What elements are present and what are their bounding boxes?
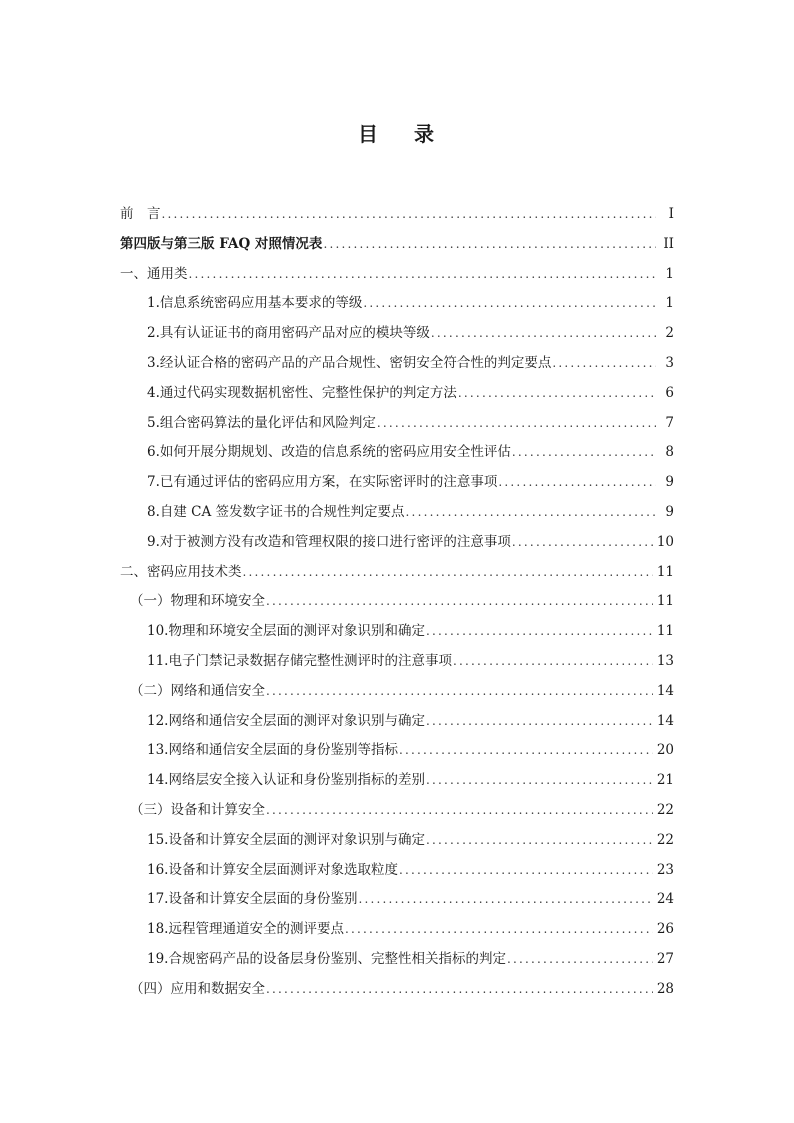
toc-entry[interactable]: [147, 711, 674, 731]
toc-entry[interactable]: [147, 860, 674, 880]
toc-entry[interactable]: [147, 293, 674, 313]
toc-entry-label: 5.组合密码算法的量化评估和风险判定: [147, 414, 376, 431]
toc-entry-label: 17.设备和计算安全层面的身份鉴别: [147, 891, 358, 908]
toc-entry-label: 第四版与第三版 FAQ 对照情况表: [120, 235, 323, 252]
toc-entry-label: 12.网络和通信安全层面的测评对象识别与确定: [147, 712, 425, 729]
toc-entry-page-number: 26: [656, 921, 674, 938]
dot-leader: [512, 442, 656, 462]
toc-entry-page-number: 10: [656, 533, 674, 550]
toc-entry-label: 3.经认证合格的密码产品的产品合规性、密钥安全符合性的判定要点: [147, 355, 552, 371]
toc-entry[interactable]: [147, 651, 674, 671]
toc-entry-label: （三）设备和计算安全: [130, 802, 265, 818]
toc-entry-label: 11.电子门禁记录数据存储完整性测评时的注意事项: [147, 653, 452, 669]
toc-entry-label: 19.合规密码产品的设备层身份鉴别、完整性相关指标的判定: [147, 951, 506, 967]
toc-entry[interactable]: [147, 770, 674, 790]
toc-entry[interactable]: [147, 383, 674, 403]
toc-entry[interactable]: [130, 979, 674, 999]
toc-entry-page-number: 28: [656, 980, 674, 997]
toc-entry[interactable]: [120, 204, 674, 224]
toc-entry-page-number: 20: [656, 742, 674, 759]
toc-entry[interactable]: [147, 323, 674, 343]
toc-entry-page-number: 11: [656, 593, 674, 610]
toc-entry-label: 二、密码应用技术类: [120, 563, 242, 580]
toc-entry-page-number: 2: [665, 325, 674, 342]
toc-entry-page-number: 9: [665, 504, 674, 520]
toc-entry-label: （二）网络和通信安全: [130, 682, 265, 699]
toc-entry[interactable]: [147, 413, 674, 433]
dot-leader: [426, 711, 653, 731]
page-title-part1: 目: [358, 122, 380, 146]
toc-entry[interactable]: [147, 830, 674, 850]
toc-entry-page-number: 24: [656, 891, 674, 908]
toc-entry-page-number: 22: [656, 831, 674, 848]
toc-entry[interactable]: [130, 681, 674, 701]
toc-entry-page-number: 13: [656, 653, 674, 669]
toc-entry-page-number: 9: [665, 474, 674, 491]
dot-leader: [552, 353, 656, 373]
toc-entry-page-number: 14: [656, 712, 674, 729]
toc-entry-label: 16.设备和计算安全层面测评对象选取粒度: [147, 861, 398, 878]
toc-entry[interactable]: [147, 502, 674, 522]
toc-entry-label: 1.信息系统密码应用基本要求的等级: [147, 295, 363, 312]
dot-leader: [243, 562, 653, 582]
dot-leader: [266, 800, 653, 820]
toc-entry-label: 7.已有通过评估的密码应用方案，在实际密评时的注意事项: [147, 474, 498, 491]
toc-entry-page-number: 14: [656, 682, 674, 699]
dot-leader: [345, 919, 653, 939]
toc-entry-page-number: 6: [665, 384, 674, 401]
dot-leader: [453, 651, 653, 671]
dot-leader: [426, 621, 653, 641]
dot-leader: [512, 532, 653, 552]
toc-entry[interactable]: [120, 562, 674, 582]
toc-entry-label: 15.设备和计算安全层面的测评对象识别与确定: [147, 831, 425, 848]
toc-entry-page-number: II: [663, 235, 674, 252]
page-title-part2: 录: [414, 122, 436, 146]
toc-entry-label: 2.具有认证证书的商用密码产品对应的模块等级: [147, 325, 430, 342]
toc-entry-page-number: 27: [656, 951, 674, 967]
toc-entry-label: 4.通过代码实现数据机密性、完整性保护的判定方法: [147, 384, 457, 401]
toc-entry-page-number: 7: [665, 414, 674, 431]
toc-entry[interactable]: [130, 800, 674, 820]
toc-entry-label: 10.物理和环境安全层面的测评对象识别和确定: [147, 623, 425, 640]
toc-entry-label: 13.网络和通信安全层面的身份鉴别等指标: [147, 742, 398, 759]
toc-entry[interactable]: [147, 472, 674, 492]
toc-entry-page-number: I: [668, 206, 674, 222]
toc-entry-page-number: 11: [656, 623, 674, 640]
toc-entry[interactable]: [147, 353, 674, 373]
dot-leader: [426, 830, 653, 850]
toc-entry[interactable]: [130, 591, 674, 611]
toc-entry-page-number: 3: [665, 355, 674, 371]
toc-entry[interactable]: [147, 442, 674, 462]
dot-leader: [431, 323, 656, 343]
dot-leader: [266, 681, 653, 701]
dot-leader: [266, 979, 653, 999]
toc-entry-label: 18.远程管理通道安全的测评要点: [147, 921, 344, 938]
dot-leader: [358, 889, 652, 909]
toc-entry[interactable]: [147, 919, 674, 939]
toc-entry-page-number: 11: [656, 563, 674, 580]
dot-leader: [266, 591, 653, 611]
dot-leader: [458, 383, 656, 403]
toc-entry-page-number: 1: [665, 265, 674, 282]
dot-leader: [323, 234, 656, 254]
toc-entry[interactable]: [147, 949, 674, 969]
dot-leader: [399, 740, 653, 760]
toc-entry-label: 9.对于被测方没有改造和管理权限的接口进行密评的注意事项: [147, 533, 511, 550]
toc-entry-label: 一、通用类: [120, 265, 188, 282]
toc-entry-label: 6.如何开展分期规划、改造的信息系统的密码应用安全性评估: [147, 444, 511, 461]
dot-leader: [189, 264, 657, 284]
dot-leader: [399, 860, 653, 880]
dot-leader: [498, 472, 656, 492]
toc-entry[interactable]: [147, 532, 674, 552]
toc-entry[interactable]: [120, 234, 674, 254]
toc-entry-page-number: 21: [656, 772, 674, 789]
dot-leader: [363, 293, 656, 313]
dot-leader: [162, 204, 657, 224]
dot-leader: [377, 413, 656, 433]
toc-entry-label: 8.自建 CA 签发数字证书的合规性判定要点: [147, 504, 405, 520]
toc-entry[interactable]: [147, 621, 674, 641]
toc-entry-label: 14.网络层安全接入认证和身份鉴别指标的差别: [147, 772, 425, 789]
dot-leader: [507, 949, 653, 969]
toc-entry-page-number: 22: [656, 802, 674, 818]
toc-entry[interactable]: [120, 264, 674, 284]
toc-entry[interactable]: [147, 889, 674, 909]
toc-entry-page-number: 1: [665, 295, 674, 312]
toc-entry-page-number: 23: [656, 861, 674, 878]
toc-entry-label: （一）物理和环境安全: [130, 593, 265, 610]
toc-entry-label: （四）应用和数据安全: [130, 980, 265, 997]
toc-entry[interactable]: [147, 740, 674, 760]
dot-leader: [406, 502, 656, 522]
dot-leader: [426, 770, 653, 790]
page-title: [0, 118, 794, 147]
toc-entry-page-number: 8: [665, 444, 674, 461]
toc-entry-label: 前 言: [120, 206, 161, 222]
